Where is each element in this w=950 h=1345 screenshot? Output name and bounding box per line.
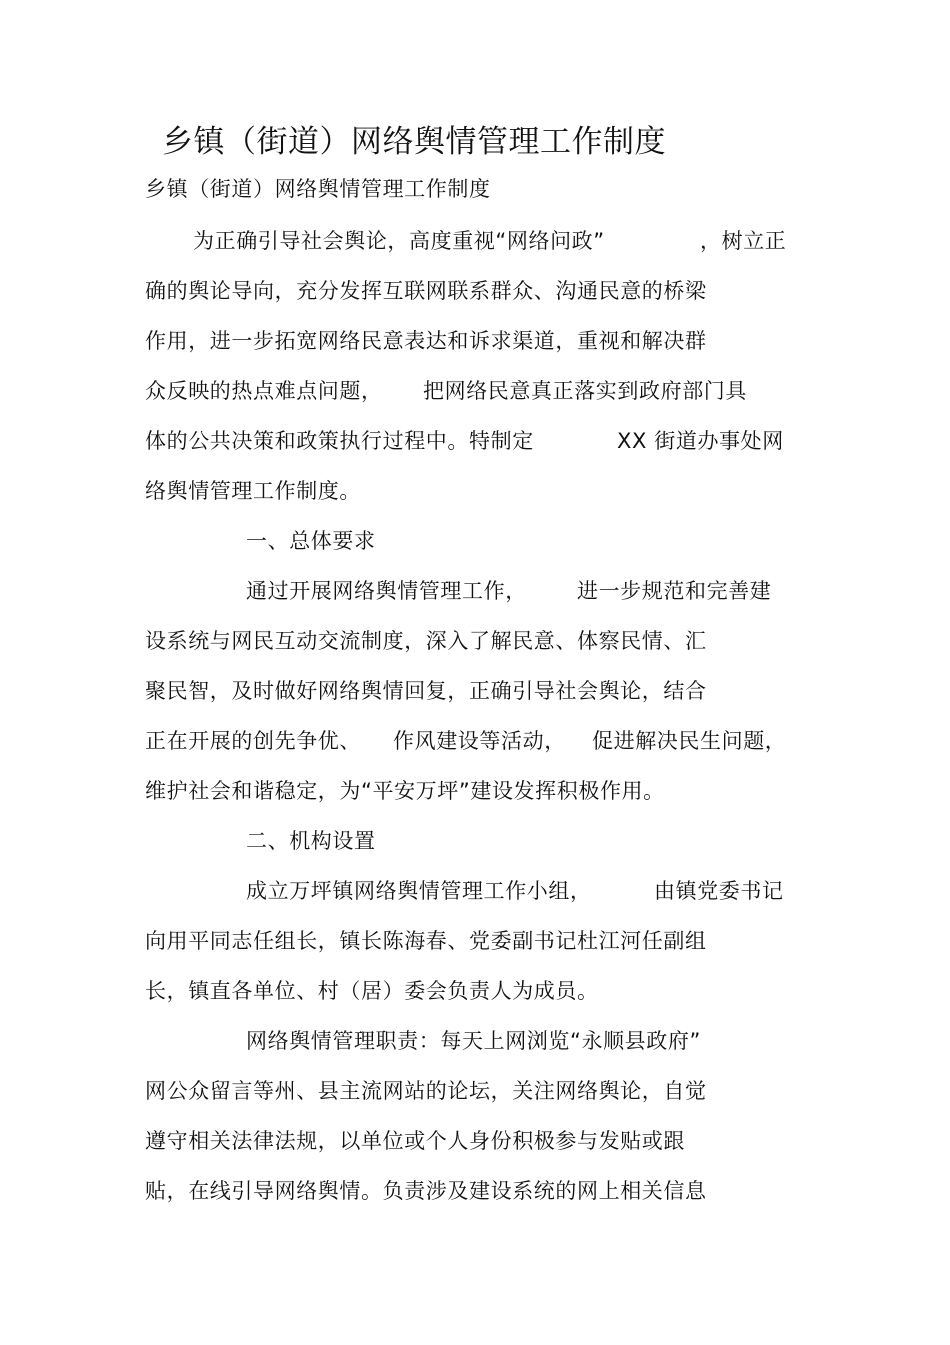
section-heading: 一、总体要求 xyxy=(246,529,376,553)
paragraph-line: 体的公共决策和政策执行过程中。特制定 xyxy=(145,429,534,453)
paragraph-line: 作用，进一步拓宽网络民意表达和诉求渠道，重视和解决群 xyxy=(145,329,707,353)
paragraph-line: 贴，在线引导网络舆情。负责涉及建设系统的网上相关信息 xyxy=(145,1179,707,1203)
paragraph-line: 维护社会和谐稳定，为“平安万坪”建设发挥积极作用。 xyxy=(145,779,665,803)
paragraph-line: 促进解决民生问题， xyxy=(592,729,787,753)
paragraph-line: 遵守相关法律法规，以单位或个人身份积极参与发贴或跟 xyxy=(145,1129,685,1153)
paragraph-line: 网络舆情管理职责：每天上网浏览“永顺县政府” xyxy=(246,1029,701,1053)
paragraph-line: 向用平同志任组长，镇长陈海春、党委副书记杜江河任副组 xyxy=(145,929,707,953)
paragraph-line: 成立万坪镇网络舆情管理工作小组， xyxy=(246,879,592,903)
paragraph-line: 确的舆论导向，充分发挥互联网联系群众、沟通民意的桥梁 xyxy=(145,279,707,303)
document-title: 乡镇（街道）网络舆情管理工作制度 xyxy=(162,124,666,160)
paragraph-line: ，树立正 xyxy=(700,229,787,253)
section-heading: 二、机构设置 xyxy=(246,829,376,853)
paragraph-line: 通过开展网络舆情管理工作， xyxy=(246,579,527,603)
paragraph-line: 由镇党委书记 xyxy=(654,879,784,903)
paragraph-line: 络舆情管理工作制度。 xyxy=(145,479,361,503)
paragraph-line: 为正确引导社会舆论，高度重视“网络问政” xyxy=(193,229,605,253)
paragraph-line: 正在开展的创先争优、 xyxy=(145,729,361,753)
paragraph-line: 设系统与网民互动交流制度，深入了解民意、体察民情、汇 xyxy=(145,629,707,653)
paragraph-line: 众反映的热点难点问题， xyxy=(145,379,383,403)
paragraph-line: 把网络民意真正落实到政府部门具 xyxy=(423,379,747,403)
paragraph-line: 作风建设等活动， xyxy=(393,729,566,753)
paragraph-line: XX 街道办事处网 xyxy=(617,429,784,453)
paragraph-line: 长，镇直各单位、村（居）委会负责人为成员。 xyxy=(145,979,599,1003)
paragraph-line: 聚民智，及时做好网络舆情回复，正确引导社会舆论，结合 xyxy=(145,679,707,703)
paragraph-line: 网公众留言等州、县主流网站的论坛，关注网络舆论，自觉 xyxy=(145,1079,707,1103)
paragraph-line: 进一步规范和完善建 xyxy=(577,579,772,603)
subtitle-line: 乡镇（街道）网络舆情管理工作制度 xyxy=(145,177,491,201)
